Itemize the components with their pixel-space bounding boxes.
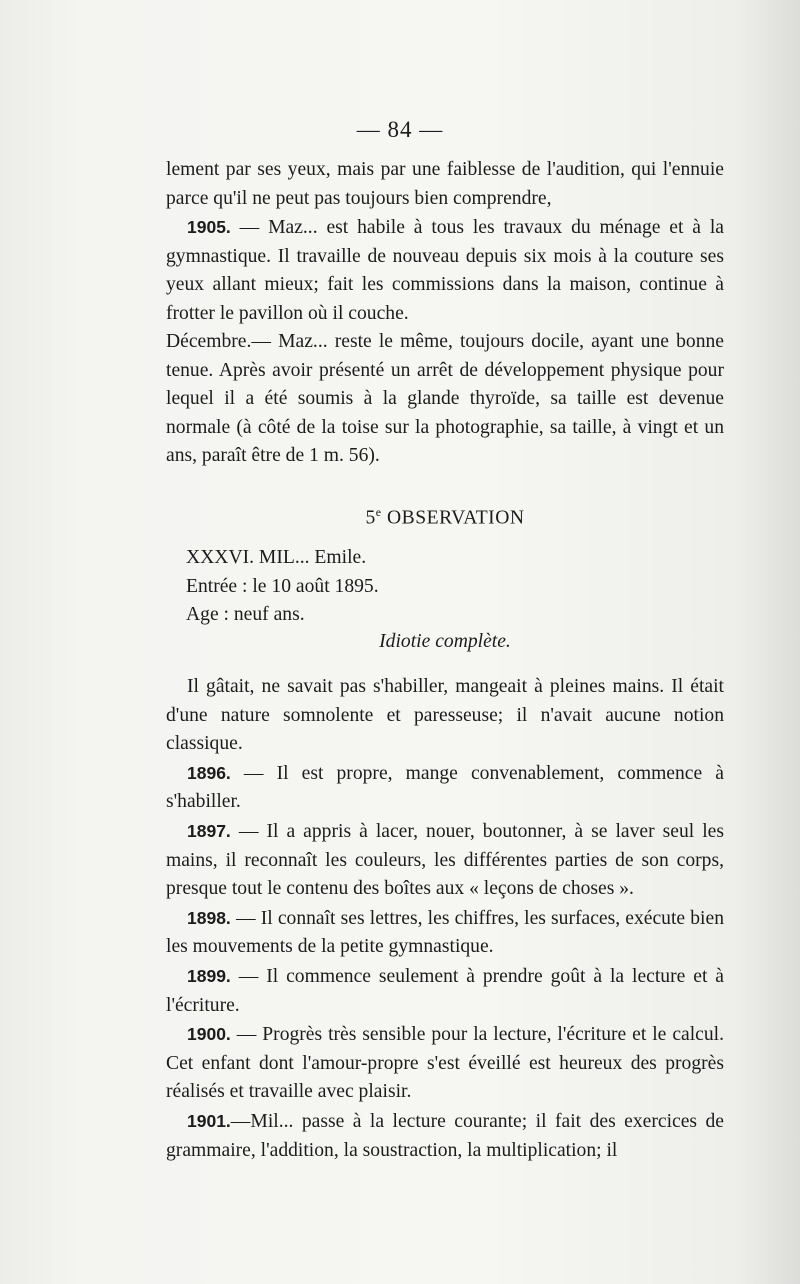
entry-year: 1899. bbox=[187, 965, 231, 986]
observation-suffix: e bbox=[375, 505, 382, 519]
december-block bbox=[166, 328, 724, 471]
december-paragraph: Décembre.— Maz... reste le même, toujours docile, ayant une bonne tenue. Après avoir présenté un arrêt de développement physique pour lequel il a été soumis à la glande thyroïde, sa taille est devenue normale (à côté de la toise sur la photographie, sa taille, à vingt et un ans, paraît être de 1 m. 56). bbox=[166, 331, 724, 467]
case-entry-date: Entrée : le 10 août 1895. bbox=[186, 575, 379, 597]
paragraph-text: lement par ses yeux, mais par une faiblesse de l'audition, qui l'ennuie parce qu'il ne peut pas toujours bien comprendre, bbox=[166, 159, 724, 209]
case-history bbox=[166, 673, 724, 1165]
entry-1901 bbox=[166, 1107, 724, 1165]
observation-number: 5 bbox=[365, 507, 376, 529]
case-patient: XXXVI. MIL... Emile. bbox=[186, 547, 367, 568]
paragraph-year: 1905. bbox=[187, 217, 231, 238]
entry-year: 1900. bbox=[187, 1024, 231, 1045]
entry-text: — Il connaît ses lettres, les chiffres, les surfaces, exécute bien les mouvements de la petite gymnastique. bbox=[166, 907, 724, 958]
entry-year: 1898. bbox=[187, 907, 231, 928]
diagnosis: Idiotie complète. bbox=[379, 631, 511, 652]
entry-text: — Progrès très sensible pour la lecture, l'écriture et le calcul. Cet enfant dont l'amour-propre s'est éveillé est heureux des progrès réalisés et travaille avec plaisir. bbox=[166, 1024, 724, 1103]
observation-title: OBSERVATION bbox=[387, 507, 525, 529]
case-age: Age : neuf ans. bbox=[186, 604, 305, 626]
case-details bbox=[186, 544, 379, 630]
observation-heading bbox=[166, 505, 724, 530]
entry-1899 bbox=[166, 962, 724, 1020]
entry-1896 bbox=[166, 759, 724, 817]
entry-text: —Mil... passe à la lecture courante; il fait des exercices de grammaire, l'addition, la soustraction, la multiplication; il bbox=[166, 1110, 724, 1161]
page-number: — 84 — bbox=[356, 117, 444, 142]
paragraph-text: — Maz... est habile à tous les travaux du ménage et à la gymnastique. Il travaille de nouveau depuis six mois à la couture ses yeux allant mieux; fait les commissions dans la maison, continue à frotter le pavillon où il couche. bbox=[166, 217, 724, 324]
entry-1900 bbox=[166, 1020, 724, 1107]
entry-1898 bbox=[166, 904, 724, 962]
entry-year: 1901. bbox=[187, 1110, 231, 1131]
intro-paragraph: Il gâtait, ne savait pas s'habiller, mangeait à pleines mains. Il était d'une nature somnolente et paresseuse; il n'avait aucune notion classique. bbox=[166, 676, 724, 755]
top-text-block bbox=[166, 155, 724, 329]
entry-text: — Il a appris à lacer, nouer, boutonner, à se laver seul les mains, il reconnaît les couleurs, les différentes parties de son corps, presque tout le contenu des boîtes aux « leçons de choses ». bbox=[166, 820, 724, 900]
entry-year: 1896. bbox=[187, 762, 231, 783]
continuation-paragraph bbox=[166, 155, 724, 213]
entry-text: — Il commence seulement à prendre goût à la lecture et à l'écriture. bbox=[166, 965, 724, 1016]
entry-year: 1897. bbox=[187, 820, 231, 841]
paragraph-1905 bbox=[166, 213, 724, 328]
entry-text: — Il est propre, mange convenablement, commence à s'habiller. bbox=[166, 762, 724, 813]
entry-1897 bbox=[166, 817, 724, 904]
